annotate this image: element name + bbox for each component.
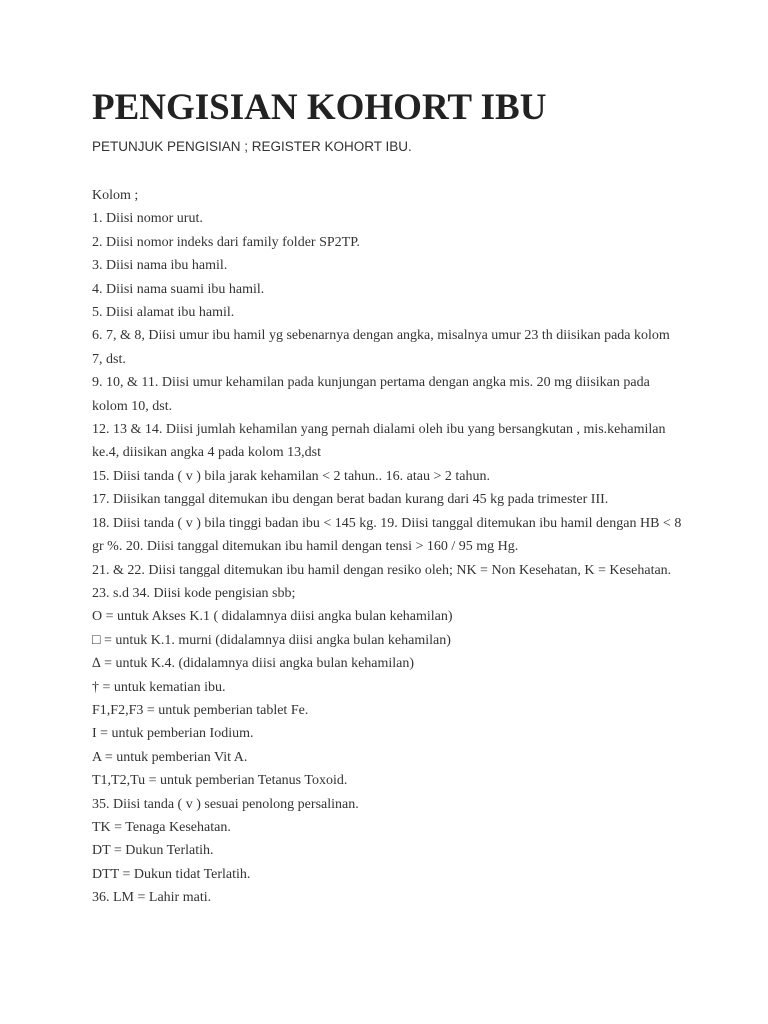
instruction-line: 2. Diisi nomor indeks dari family folder SP2TP. <box>92 234 360 250</box>
instruction-line: 1. Diisi nomor urut. <box>92 211 203 227</box>
instruction-line: 21. & 22. Diisi tanggal ditemukan ibu hamil dengan resiko oleh; NK = Non Kesehatan, K = Kesehatan. <box>92 562 672 578</box>
instruction-line: □ = untuk K.1. murni (didalamnya diisi angka bulan kehamilan) <box>92 632 451 648</box>
instruction-line: ∆ = untuk K.4. (didalamnya diisi angka bulan kehamilan) <box>92 656 415 672</box>
instruction-line: 6. 7, & 8, Diisi umur ibu hamil yg sebenarnya dengan angka, misalnya umur 23 th diisikan pada kolom 7, dst. <box>92 328 670 367</box>
instruction-line: 5. Diisi alamat ibu hamil. <box>92 305 235 321</box>
instruction-line: 18. Diisi tanda ( v ) bila tinggi badan ibu < 145 kg. 19. Diisi tanggal ditemukan ibu hamil dengan HB < 8 gr %. 20. Diisi tanggal ditemukan ibu hamil dengan tensi > 160 / 95 mg Hg. <box>92 515 682 555</box>
instruction-line: DTT = Dukun tidat Terlatih. <box>92 866 251 882</box>
instruction-list <box>92 184 682 910</box>
instruction-line: F1,F2,F3 = untuk pemberian tablet Fe. <box>92 702 309 718</box>
instruction-line: 23. s.d 34. Diisi kode pengisian sbb; <box>92 585 296 601</box>
instruction-line: I = untuk pemberian Iodium. <box>92 726 254 742</box>
instruction-line: O = untuk Akses K.1 ( didalamnya diisi angka bulan kehamilan) <box>92 609 453 625</box>
instruction-line: 17. Diisikan tanggal ditemukan ibu dengan berat badan kurang dari 45 kg pada trimester III. <box>92 492 609 508</box>
instruction-line: 12. 13 & 14. Diisi jumlah kehamilan yang pernah dialami oleh ibu yang bersangkutan , mis.kehamilan ke.4, diisikan angka 4 pada kolom 13,dst <box>92 422 666 461</box>
instruction-line: 4. Diisi nama suami ibu hamil. <box>92 281 265 297</box>
instruction-line: † = untuk kematian ibu. <box>92 679 226 695</box>
instruction-line: DT = Dukun Terlatih. <box>92 843 214 859</box>
instruction-line: 9. 10, & 11. Diisi umur kehamilan pada kunjungan pertama dengan angka mis. 20 mg diisikan pada kolom 10, dst. <box>92 375 650 414</box>
instruction-line: Kolom ; <box>92 188 139 203</box>
instruction-line: 15. Diisi tanda ( v ) bila jarak kehamilan < 2 tahun.. 16. atau > 2 tahun. <box>92 468 490 484</box>
instruction-line: 35. Diisi tanda ( v ) sesuai penolong persalinan. <box>92 796 359 812</box>
page-title: PENGISIAN KOHORT IBU <box>92 87 547 128</box>
instruction-line: T1,T2,Tu = untuk pemberian Tetanus Toxoid. <box>92 773 348 789</box>
instruction-line: A = untuk pemberian Vit A. <box>92 749 248 765</box>
instruction-line: 3. Diisi nama ibu hamil. <box>92 258 228 274</box>
page-subtitle: PETUNJUK PENGISIAN ; REGISTER KOHORT IBU. <box>92 139 412 154</box>
instruction-line: 36. LM = Lahir mati. <box>92 890 212 906</box>
instruction-line: TK = Tenaga Kesehatan. <box>92 819 231 835</box>
